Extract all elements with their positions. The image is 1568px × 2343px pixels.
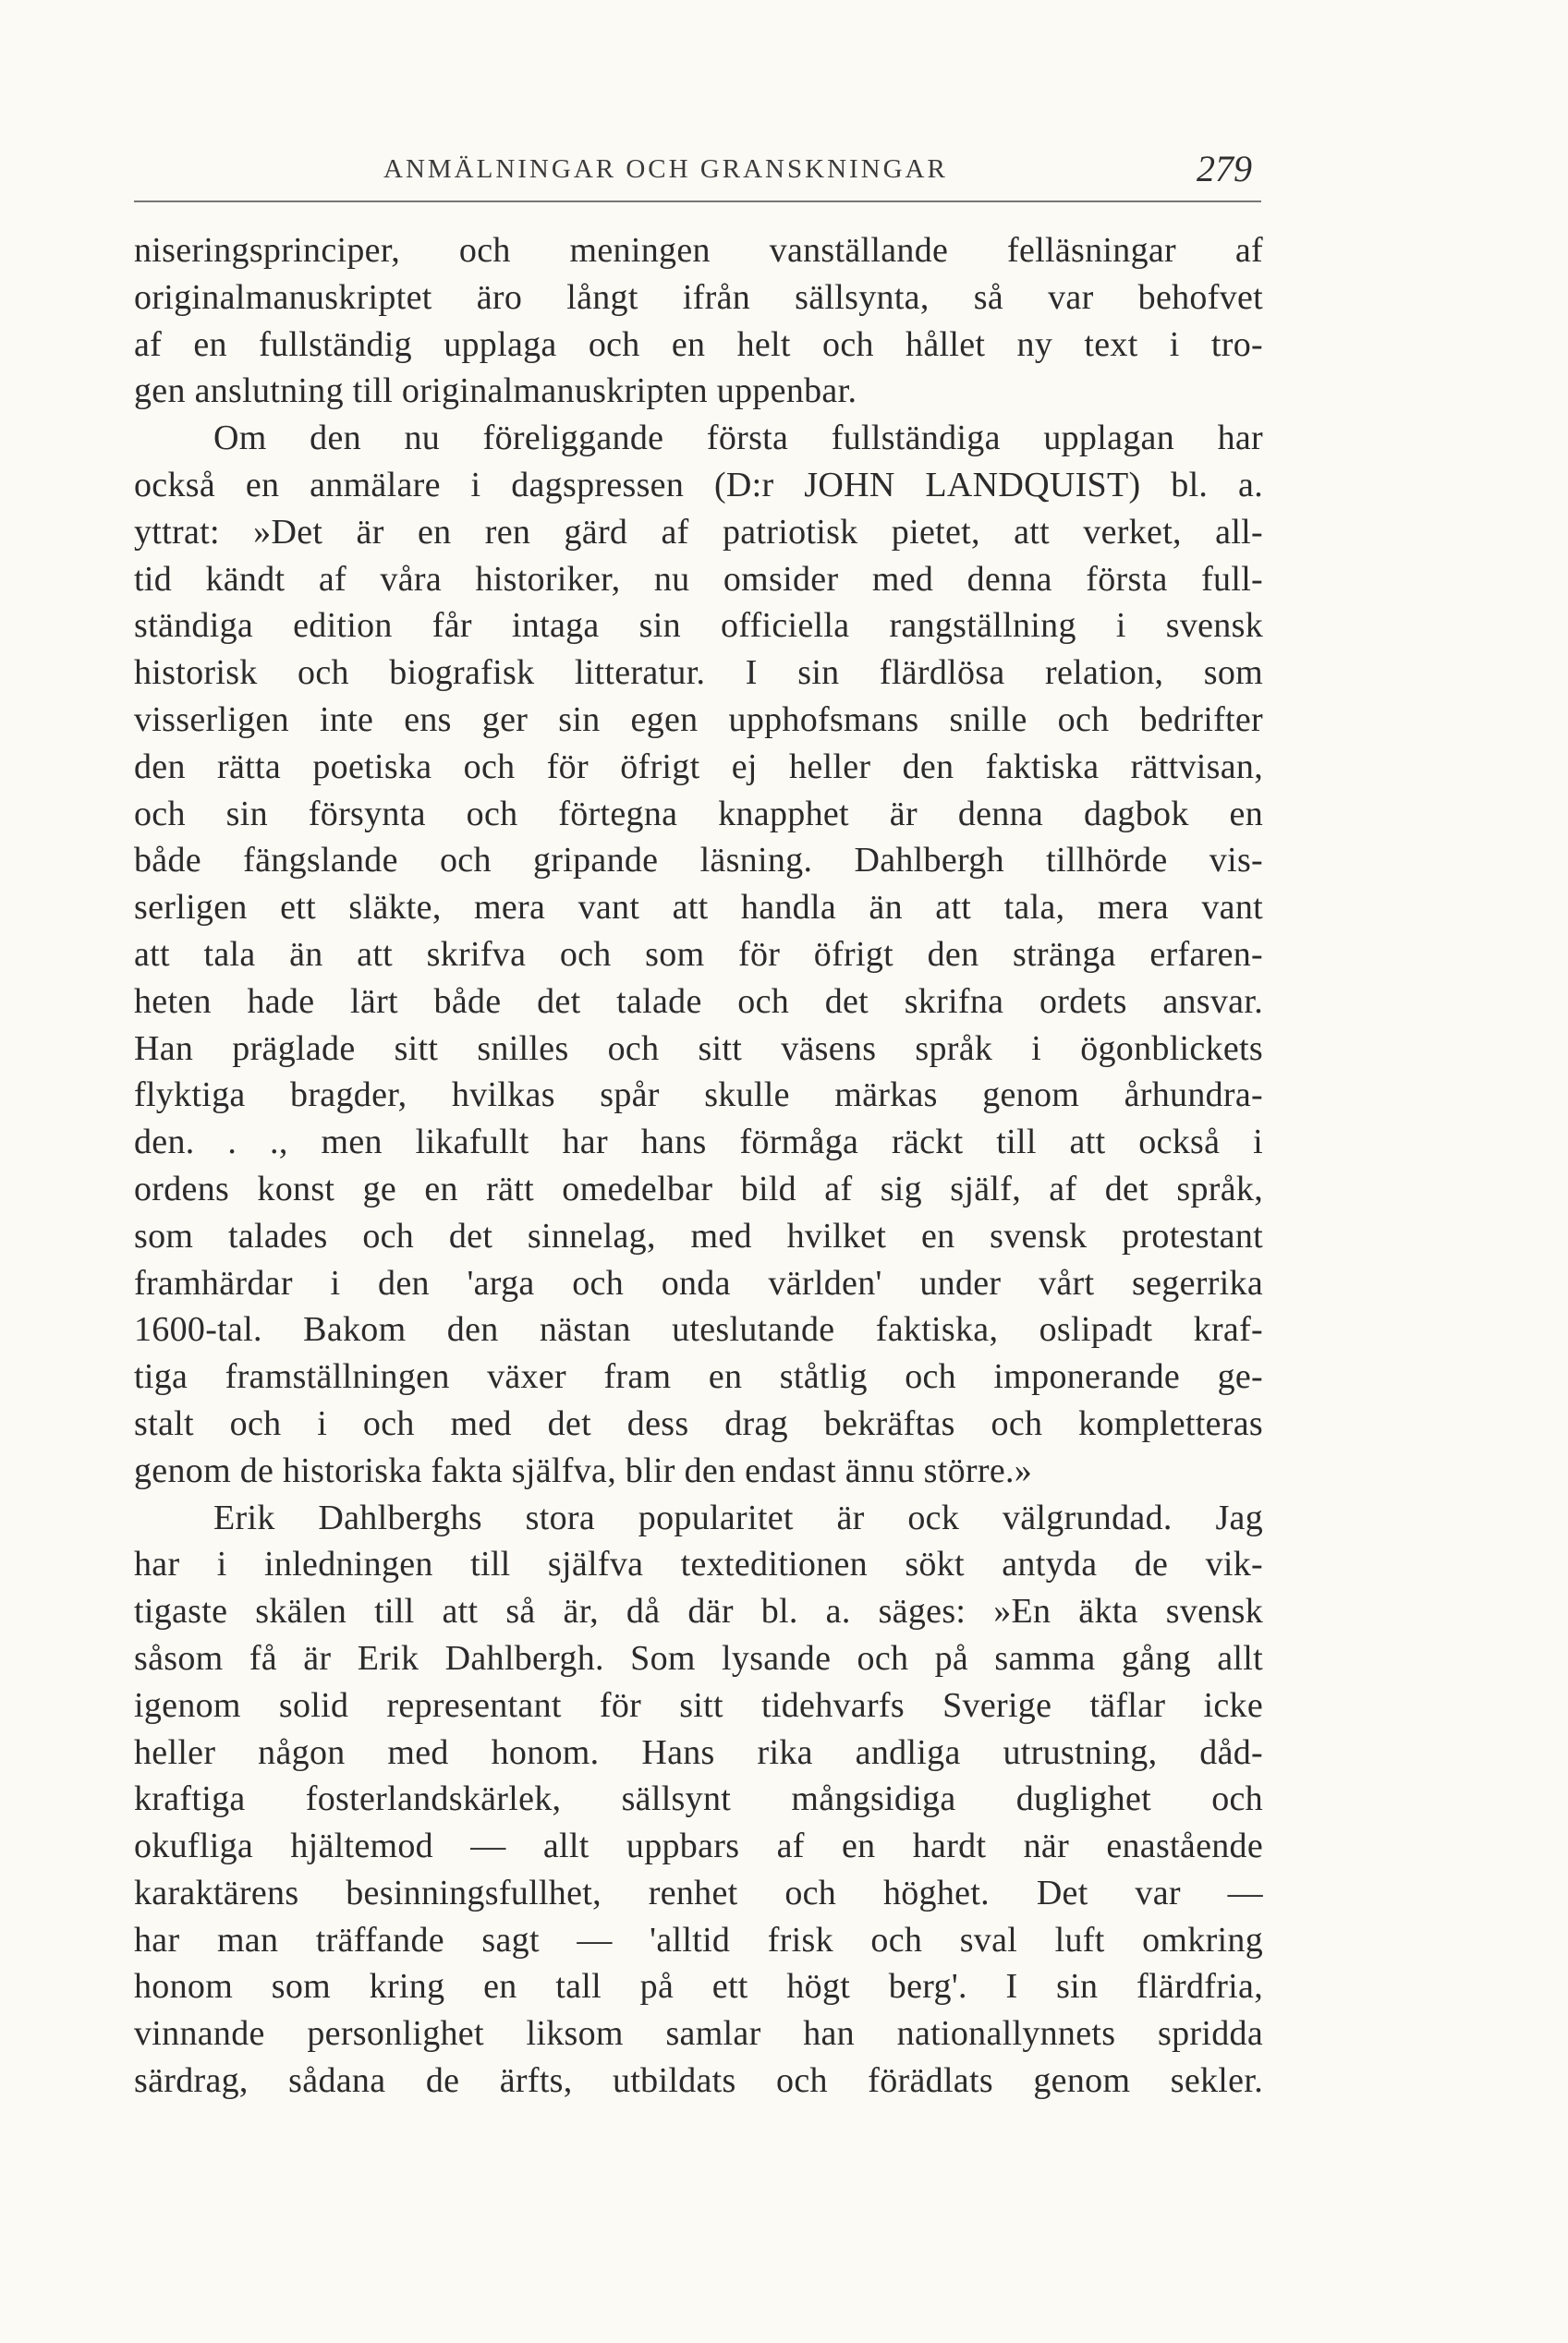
text-line: heten hade lärt både det talade och det skrifna ordets ansvar. [134,981,1263,1021]
text-line: den. . ., men likafullt har hans förmåga räckt till att också i [134,1123,1263,1162]
text-line: 1600-tal. Bakom den nästan uteslutande faktiska, oslipadt kraf- [134,1310,1263,1350]
text-line: okufliga hjältemod — allt uppbars af en hardt när enastående [134,1827,1263,1866]
running-header [134,148,1261,202]
body-text [134,227,1263,2105]
text-line: vinnande personlighet liksom samlar han nationallynnets spridda [134,2014,1263,2054]
text-line: att tala än att skrifva och som för öfrigt den stränga erfaren- [134,934,1263,974]
text-line: heller någon med honom. Hans rika andliga utrustning, dåd- [134,1732,1263,1772]
text-line: ordens konst ge en rätt omedelbar bild af sig själf, af det språk, [134,1169,1263,1208]
text-line: originalmanuskriptet äro långt ifrån sällsynta, så var behofvet [134,277,1263,317]
text-line: tiga framställningen växer fram en ståtlig och imponerande ge- [134,1357,1263,1397]
text-line: Han präglade sitt snilles och sitt väsens språk i ögonblickets [134,1028,1263,1068]
text-line: flyktiga bragder, hvilkas spår skulle märkas genom århundra- [134,1075,1263,1115]
text-line: niseringsprinciper, och meningen vanställande felläsningar af [134,231,1263,270]
text-line: serligen ett släkte, mera vant att handla än att tala, mera vant [134,888,1263,928]
text-line: också en anmälare i dagspressen (D:r JOHN LANDQUIST) bl. a. [134,465,1263,504]
text-line: kraftiga fosterlandskärlek, sällsynt mångsidiga duglighet och [134,1779,1263,1819]
header-title: ANMÄLNINGAR OCH GRANSKNINGAR [383,154,948,184]
text-line: och sin försynta och förtegna knapphet är denna dagbok en [134,794,1263,833]
text-line: honom som kring en tall på ett högt berg'. I sin flärdfria, [134,1967,1263,2007]
text-line: framhärdar i den 'arga och onda världen' under vårt segerrika [134,1263,1263,1303]
text-line: särdrag, sådana de ärfts, utbildats och förädlats genom sekler. [134,2061,1263,2101]
text-line: historisk och biografisk litteratur. I sin flärdlösa relation, som [134,653,1263,693]
text-line: såsom få är Erik Dahlbergh. Som lysande och på samma gång allt [134,1638,1263,1678]
text-line: Erik Dahlberghs stora popularitet är ock välgrundad. Jag [213,1498,1263,1537]
text-line: har i inledningen till själfva texteditionen sökt antyda de vik- [134,1545,1263,1584]
page-number: 279 [1197,148,1252,189]
text-line: igenom solid representant för sitt tidehvarfs Sverige täflar icke [134,1685,1263,1725]
text-line: visserligen inte ens ger sin egen upphofsmans snille och bedrifter [134,699,1263,739]
text-line: som talades och det sinnelag, med hvilket en svensk protestant [134,1216,1263,1256]
text-line: yttrat: »Det är en ren gärd af patriotisk pietet, att verket, all- [134,512,1263,552]
text-line: tigaste skälen till att så är, då där bl. a. säges: »En äkta svensk [134,1592,1263,1632]
text-line: af en fullständig upplaga och en helt och hållet ny text i tro- [134,324,1263,364]
text-line: både fängslande och gripande läsning. Dahlbergh tillhörde vis- [134,841,1263,880]
text-line: den rätta poetiska och för öfrigt ej heller den faktiska rättvisan, [134,747,1263,786]
text-line: tid kändt af våra historiker, nu omsider med denna första full- [134,559,1263,599]
text-line: ständiga edition får intaga sin officiella rangställning i svensk [134,606,1263,646]
text-line: gen anslutning till originalmanuskripten uppenbar. [134,371,857,411]
text-line: Om den nu föreliggande första fullständiga upplagan har [213,419,1263,458]
text-line: stalt och i och med det dess drag bekräftas och kompletteras [134,1403,1263,1443]
text-line: karaktärens besinningsfullhet, renhet och höghet. Det var — [134,1873,1263,1912]
text-line: genom de historiska fakta själfva, blir den endast ännu större.» [134,1451,1033,1490]
text-line: har man träffande sagt — 'alltid frisk och sval luft omkring [134,1920,1263,1960]
